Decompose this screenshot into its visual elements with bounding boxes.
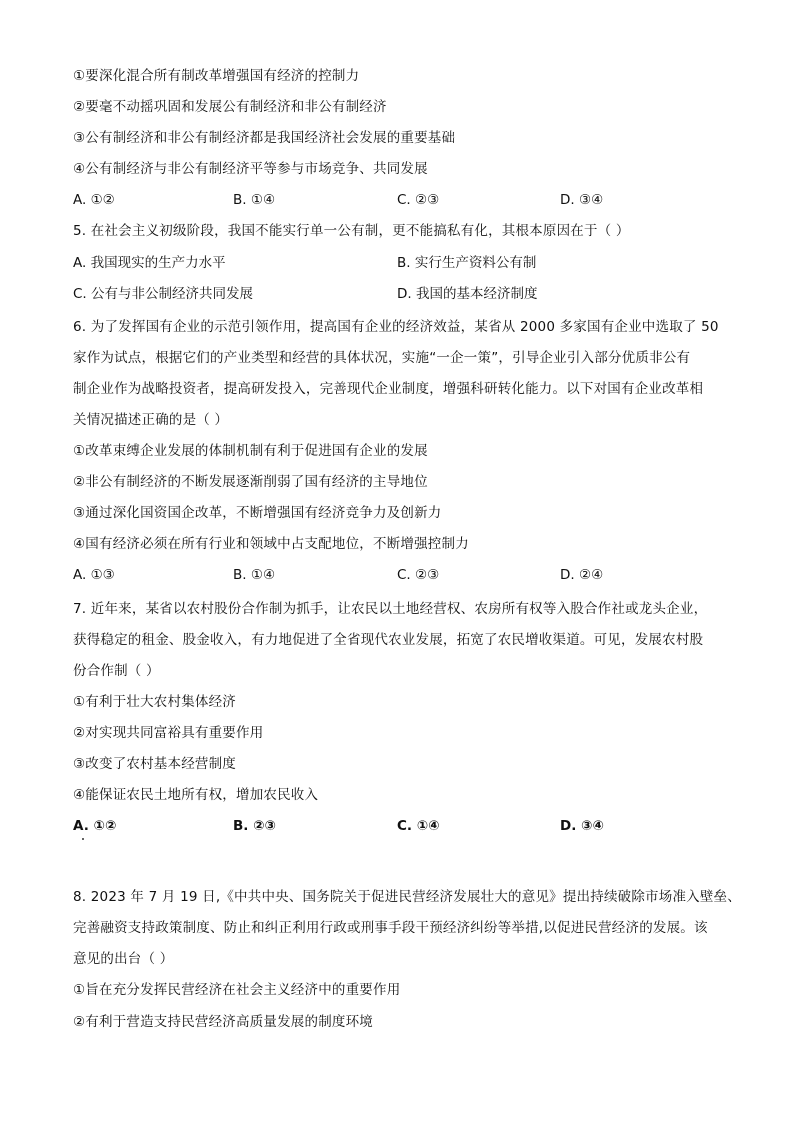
- statement-1: ①改革束缚企业发展的体制机制有利于促进国有企业的发展: [73, 443, 428, 459]
- option-d: D. 我国的基本经济制度: [397, 286, 538, 302]
- statement-1: ①旨在充分发挥民营经济在社会主义经济中的重要作用: [73, 982, 401, 998]
- option-d: D. ②④: [560, 567, 604, 583]
- option-b: B. ②③: [233, 818, 276, 834]
- option-d: D. ③④: [560, 818, 604, 834]
- option-c: C. ②③: [397, 192, 440, 208]
- statement-2: ②对实现共同富裕具有重要作用: [73, 725, 264, 741]
- question-6-stem-line-1: 6. 为了发挥国有企业的示范引领作用，提高国有企业的经济效益，某省从 2000 多家国有企业中选取了 50: [73, 319, 719, 335]
- option-a: A. ①③: [73, 567, 115, 583]
- statement-2: ②非公有制经济的不断发展逐渐削弱了国有经济的主导地位: [73, 474, 428, 490]
- question-7-stem-line-3: 份合作制（ ）: [73, 663, 160, 679]
- question-8-stem-line-2: 完善融资支持政策制度、防止和纠正利用行政或刑事手段干预经济纠纷等举措,以促进民营经济的发展。该: [73, 920, 708, 936]
- option-b: B. ①④: [233, 192, 276, 208]
- option-b: B. ①④: [233, 567, 276, 583]
- question-6-stem-line-3: 制企业作为战略投资者，提高研发投入，完善现代企业制度，增强科研转化能力。以下对国有企业改革相: [73, 381, 704, 397]
- statement-3: ③改变了农村基本经营制度: [73, 756, 237, 772]
- question-7-stem-line-2: 获得稳定的租金、股金收入，有力地促进了全省现代农业发展，拓宽了农民增收渠道。可见，发展农村股: [73, 632, 704, 648]
- question-7-stem-line-1: 7. 近年来，某省以农村股份合作制为抓手，让农民以土地经营权、农房所有权等入股合作社或龙头企业，: [73, 601, 708, 617]
- question-5-stem: 5. 在社会主义初级阶段，我国不能实行单一公有制，更不能搞私有化，其根本原因在于（ ）: [73, 223, 630, 239]
- statement-4: ④国有经济必须在所有行业和领域中占支配地位，不断增强控制力: [73, 536, 469, 552]
- option-b: B. 实行生产资料公有制: [397, 255, 537, 271]
- statement-4: ④能保证农民土地所有权，增加农民收入: [73, 787, 319, 803]
- option-d: D. ③④: [560, 192, 604, 208]
- question-6-stem-line-4: 关情况描述正确的是（ ）: [73, 412, 229, 428]
- option-a: A. ①②: [73, 818, 117, 834]
- option-a: A. 我国现实的生产力水平: [73, 255, 226, 271]
- statement-2: ②有利于营造支持民营经济高质量发展的制度环境: [73, 1014, 374, 1030]
- option-c: C. ①④: [397, 818, 440, 834]
- option-c: C. ②③: [397, 567, 440, 583]
- statement-4: ④公有制经济与非公有制经济平等参与市场竞争、共同发展: [73, 161, 428, 177]
- statement-2: ②要毫不动摇巩固和发展公有制经济和非公有制经济: [73, 99, 387, 115]
- statement-1: ①有利于壮大农村集体经济: [73, 694, 237, 710]
- stray-mark: [82, 838, 84, 840]
- statement-3: ③通过深化国资国企改革，不断增强国有经济竞争力及创新力: [73, 505, 442, 521]
- statement-3: ③公有制经济和非公有制经济都是我国经济社会发展的重要基础: [73, 130, 456, 146]
- option-c: C. 公有与非公制经济共同发展: [73, 286, 254, 302]
- question-6-stem-line-2: 家作为试点，根据它们的产业类型和经营的具体状况，实施“一企一策”，引导企业引入部分优质非公有: [73, 350, 691, 366]
- question-8-stem-line-3: 意见的出台（ ）: [73, 951, 174, 967]
- question-8-stem-line-1: 8. 2023 年 7 月 19 日,《中共中央、国务院关于促进民营经济发展壮大的意见》提出持续破除市场准入壁垒、: [73, 889, 741, 905]
- option-a: A. ①②: [73, 192, 115, 208]
- statement-1: ①要深化混合所有制改革增强国有经济的控制力: [73, 68, 360, 84]
